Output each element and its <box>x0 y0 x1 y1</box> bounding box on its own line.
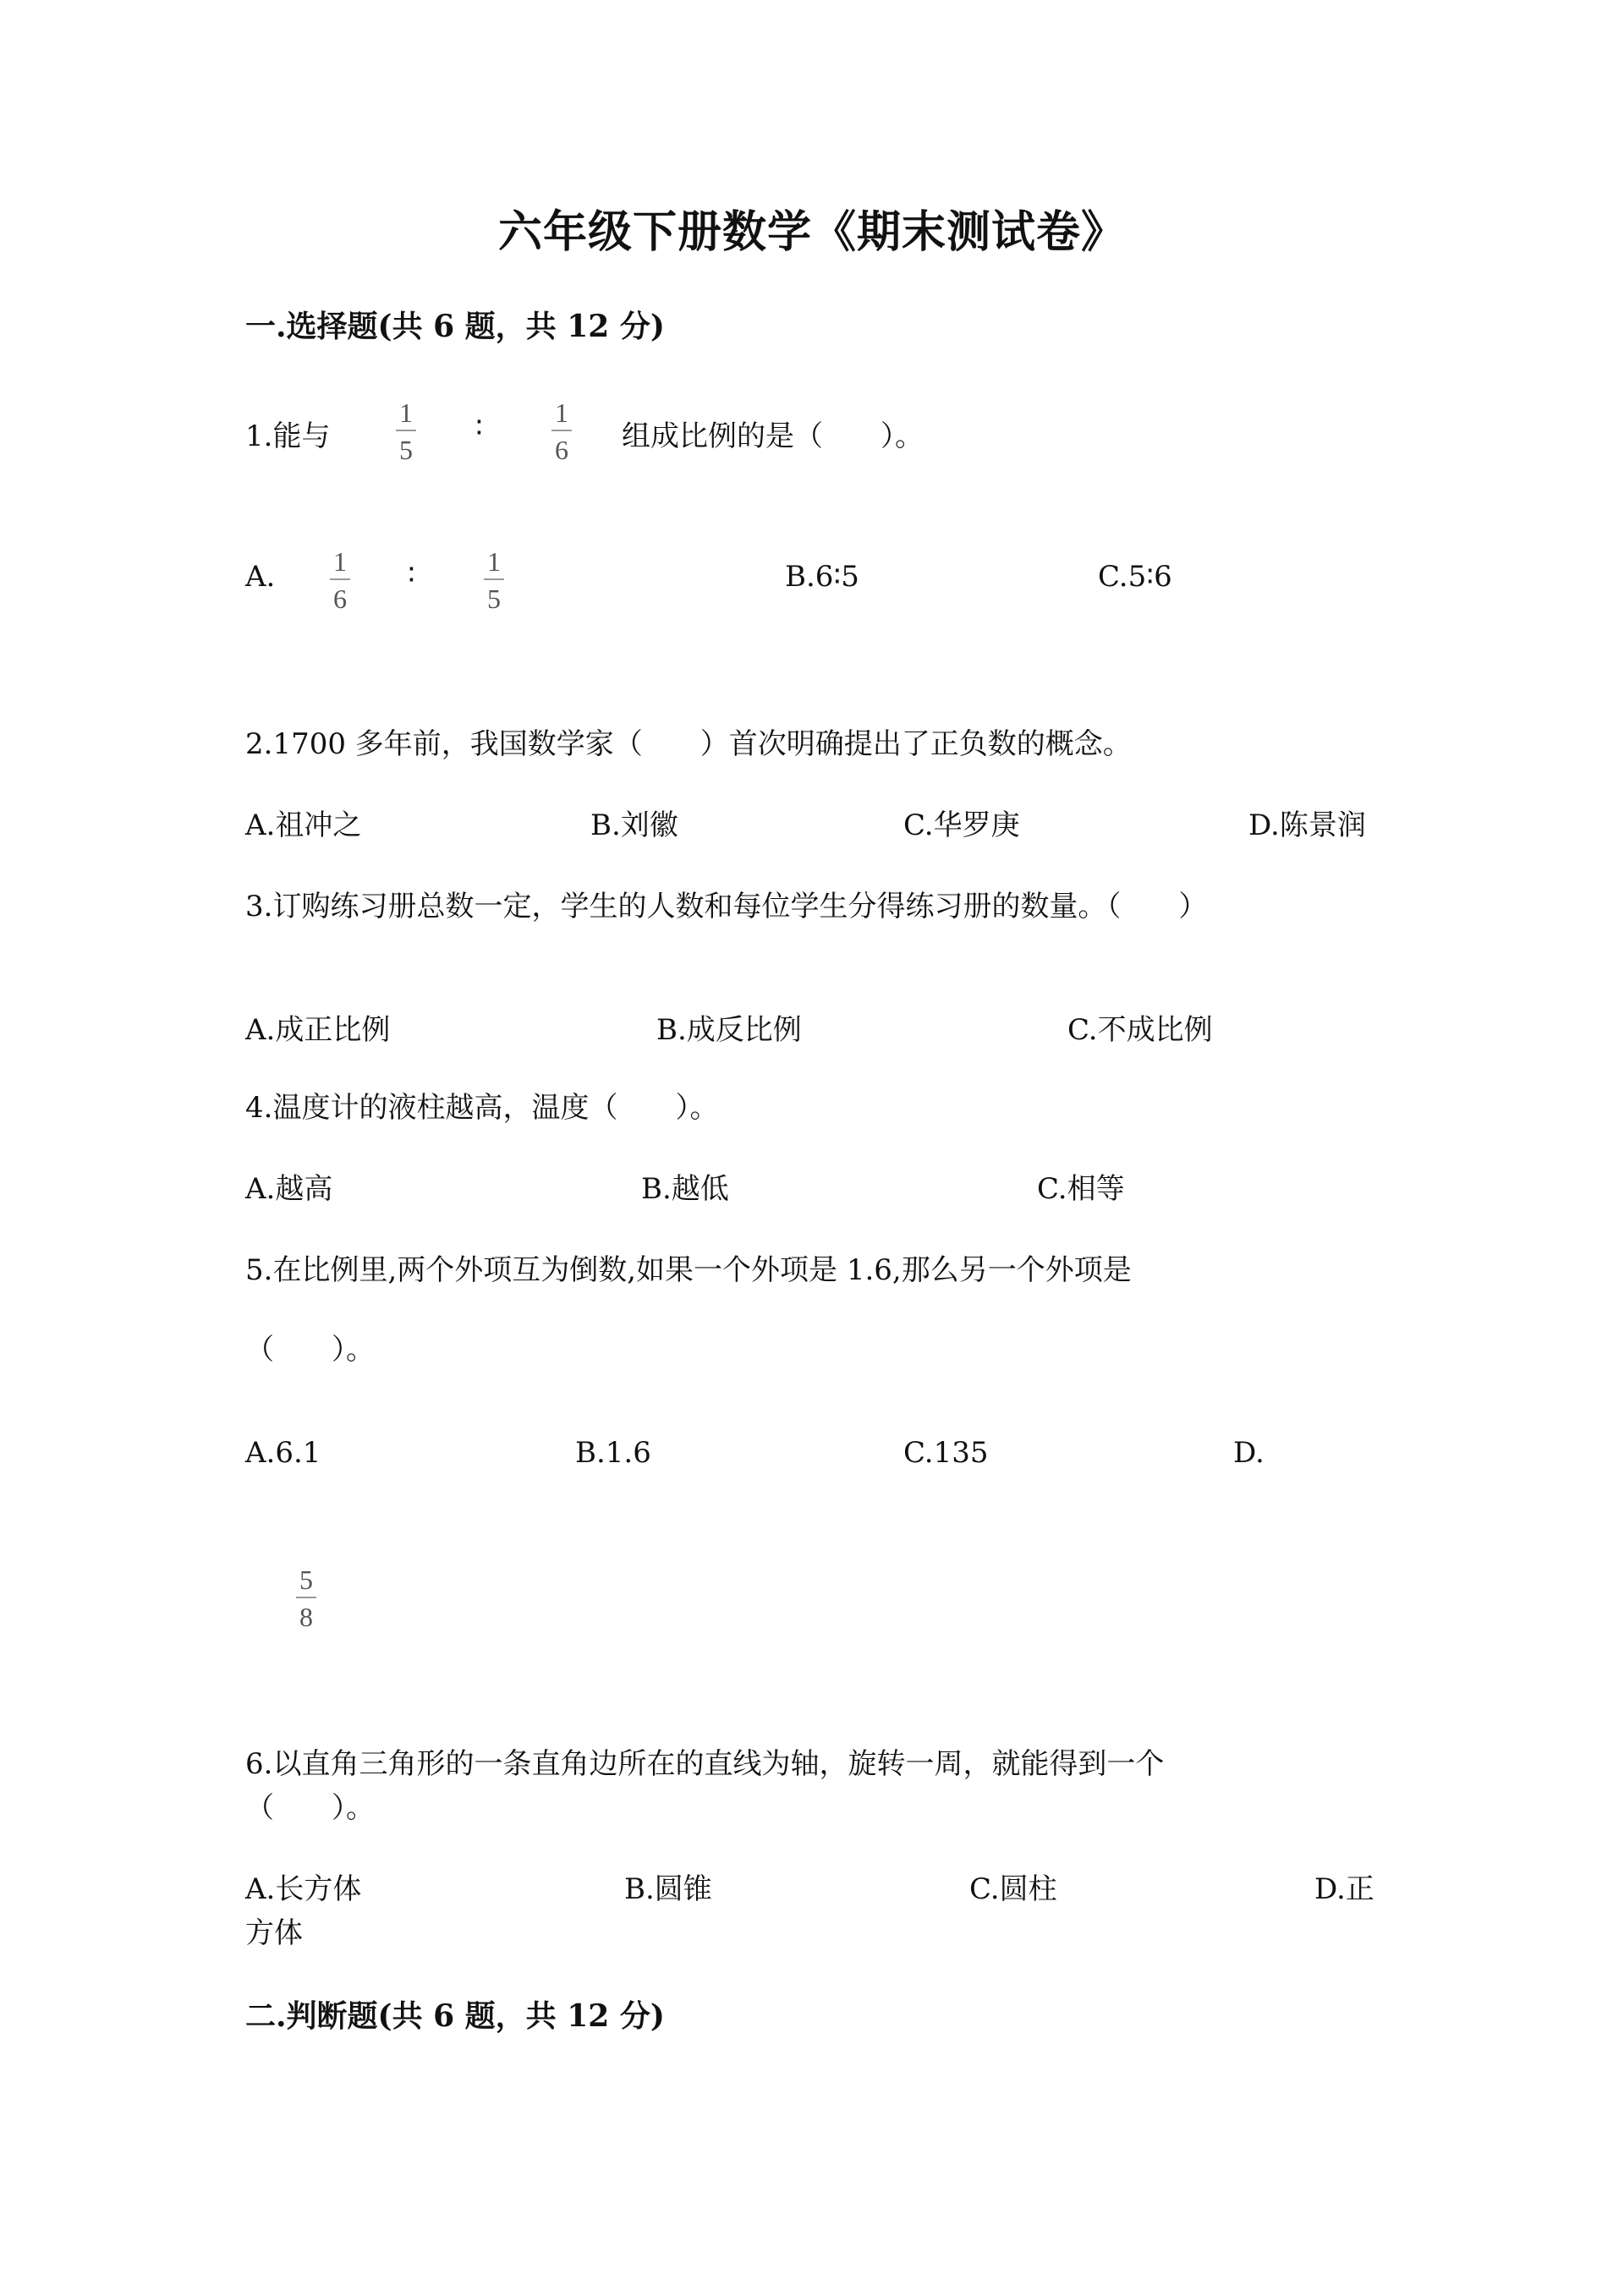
option-c[interactable]: C.相等 <box>1037 1172 1125 1206</box>
option-a[interactable]: A.越高 <box>245 1172 333 1206</box>
option-c[interactable]: C.华罗庚 <box>903 808 1020 842</box>
option-c[interactable]: C.135 <box>903 1436 989 1470</box>
option-a-label[interactable]: A. <box>245 560 276 594</box>
question-4-stem: 4.温度计的液柱越高，温度（ ）。 <box>245 1091 719 1125</box>
option-a[interactable]: A.6.1 <box>245 1436 321 1470</box>
section-heading-true-false: 二.判断题(共 6 题，共 12 分) <box>245 1998 665 2034</box>
question-1-prefix: 1.能与 <box>245 419 331 453</box>
option-b[interactable]: B.6∶5 <box>785 560 859 594</box>
option-a[interactable]: A.长方体 <box>245 1872 362 1906</box>
option-a-fraction-one-fifth: 1 5 <box>484 548 504 612</box>
option-a-fraction-one-sixth: 1 6 <box>330 548 350 612</box>
option-b[interactable]: B.1.6 <box>575 1436 651 1470</box>
option-b[interactable]: B.圆锥 <box>624 1872 712 1906</box>
page-title: 六年级下册数学《期末测试卷》 <box>497 206 1126 258</box>
question-6-stem-line2: （ ）。 <box>245 1791 375 1825</box>
option-d[interactable]: D.陈景润 <box>1248 808 1366 842</box>
fraction-one-fifth: 1 5 <box>396 399 416 463</box>
option-c[interactable]: C.不成比例 <box>1067 1013 1213 1047</box>
question-1-suffix: 组成比例的是（ ）。 <box>622 419 924 453</box>
question-5-stem-line1: 5.在比例里,两个外项互为倒数,如果一个外项是 1.6,那么另一个外项是 <box>245 1253 1132 1287</box>
fraction-one-sixth: 1 6 <box>551 399 572 463</box>
option-b[interactable]: B.越低 <box>641 1172 729 1206</box>
option-c[interactable]: C.5∶6 <box>1098 560 1172 594</box>
option-d-fraction-five-eighths: 5 8 <box>296 1566 316 1630</box>
question-3-stem: 3.订购练习册总数一定，学生的人数和每位学生分得练习册的数量。（ ） <box>245 890 1208 923</box>
question-6-stem-line1: 6.以直角三角形的一条直角边所在的直线为轴，旋转一周，就能得到一个 <box>245 1747 1165 1781</box>
option-a[interactable]: A.成正比例 <box>245 1013 391 1047</box>
option-b[interactable]: B.刘徽 <box>590 808 678 842</box>
section-heading-multiple-choice: 一.选择题(共 6 题，共 12 分) <box>245 309 665 344</box>
option-a-colon: ∶ <box>408 558 415 592</box>
option-d[interactable]: D.正 <box>1314 1872 1374 1906</box>
option-c[interactable]: C.圆柱 <box>969 1872 1057 1906</box>
ratio-colon: ∶ <box>475 411 483 445</box>
question-5-stem-line2: （ ）。 <box>245 1333 375 1367</box>
option-d-continuation[interactable]: 方体 <box>245 1916 303 1950</box>
option-b[interactable]: B.成反比例 <box>656 1013 802 1047</box>
option-a[interactable]: A.祖冲之 <box>245 808 362 842</box>
question-2-stem: 2.1700 多年前，我国数学家（ ）首次明确提出了正负数的概念。 <box>245 727 1132 761</box>
option-d[interactable]: D. <box>1233 1436 1265 1470</box>
